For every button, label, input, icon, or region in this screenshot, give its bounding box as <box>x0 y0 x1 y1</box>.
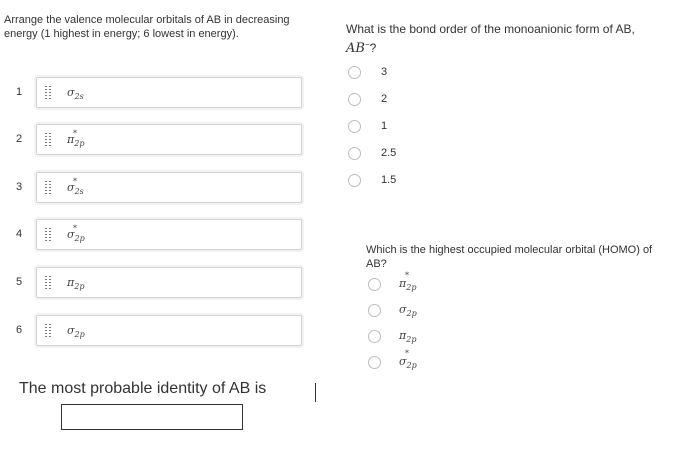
bond-order-option-label: 1 <box>381 120 388 132</box>
drag-handle-icon[interactable] <box>45 86 51 100</box>
drag-handle-icon[interactable] <box>45 276 51 290</box>
ranking-instructions: Arrange the valence molecular orbitals of AB in decreasing energy (1 highest in energy; 6 lowest in energy). <box>4 14 290 40</box>
orbital-symbol: σ <box>399 355 407 368</box>
antibonding-star: * <box>405 271 409 280</box>
homo-radio[interactable] <box>368 356 381 369</box>
rank-item[interactable] <box>36 124 302 155</box>
rank-number: 2 <box>15 133 23 145</box>
bond-order-option-label: 3 <box>381 66 388 78</box>
rank-number: 6 <box>15 324 23 336</box>
orbital-symbol: σ <box>399 303 407 316</box>
drag-handle-icon[interactable] <box>45 133 51 147</box>
orbital-symbol: π <box>399 277 407 290</box>
drag-handle-icon[interactable] <box>45 228 51 242</box>
homo-question: Which is the highest occupied molecular orbital (HOMO) of AB? <box>366 244 653 270</box>
drag-handle-icon[interactable] <box>45 324 51 338</box>
text-cursor <box>315 383 316 402</box>
orbital-subscript: 2p <box>74 330 85 340</box>
orbital-label <box>67 125 84 158</box>
antibonding-star: * <box>73 224 77 233</box>
identity-answer-input[interactable] <box>61 404 243 430</box>
bond-order-radio[interactable] <box>348 66 361 79</box>
homo-option-label <box>399 329 416 344</box>
orbital-symbol: π <box>67 276 75 289</box>
antibonding-star: * <box>405 349 409 358</box>
orbital-subscript: 2s <box>74 92 84 102</box>
orbital-symbol: π <box>399 329 407 342</box>
rank-item[interactable] <box>36 267 302 298</box>
orbital-label <box>67 173 84 206</box>
orbital-symbol: σ <box>67 228 75 241</box>
bond-order-qmark: ? <box>369 41 377 55</box>
bond-order-radio[interactable] <box>348 93 361 106</box>
drag-handle-icon[interactable] <box>45 181 51 195</box>
rank-item[interactable] <box>36 172 302 203</box>
homo-radio[interactable] <box>368 330 381 343</box>
rank-number: 3 <box>15 181 23 193</box>
bond-order-option-label: 1.5 <box>381 174 397 186</box>
homo-radio[interactable] <box>368 278 381 291</box>
orbital-subscript: 2p <box>74 139 85 149</box>
homo-option-label <box>399 349 417 371</box>
homo-radio[interactable] <box>368 304 381 317</box>
orbital-label <box>67 78 84 111</box>
orbital-symbol: σ <box>67 86 75 99</box>
orbital-symbol: π <box>67 133 75 146</box>
antibonding-star: * <box>73 129 77 138</box>
bond-order-question-text: What is the bond order of the monoanionic form of AB, <box>346 22 635 36</box>
bond-order-question <box>346 22 666 56</box>
homo-option-label <box>399 271 417 293</box>
orbital-symbol: σ <box>67 324 75 337</box>
orbital-label <box>399 303 417 318</box>
orbital-label <box>67 220 85 253</box>
orbital-label <box>67 316 85 349</box>
rank-orbital <box>67 220 85 249</box>
orbital-label <box>399 271 417 293</box>
rank-orbital <box>67 125 84 154</box>
homo-option-label <box>399 303 417 318</box>
bond-order-radio[interactable] <box>348 174 361 187</box>
orbital-subscript: 2p <box>406 335 417 345</box>
orbital-subscript: 2p <box>74 282 85 292</box>
rank-item[interactable] <box>36 77 302 108</box>
bond-order-charge: − <box>364 40 370 49</box>
orbital-subscript: 2p <box>406 283 417 293</box>
bond-order-option-label: 2 <box>381 93 388 105</box>
orbital-subscript: 2p <box>406 309 417 319</box>
rank-orbital <box>67 78 84 107</box>
rank-number: 1 <box>15 86 23 98</box>
rank-orbital <box>67 173 84 202</box>
identity-prompt: The most probable identity of AB is <box>19 380 267 397</box>
bond-order-radio[interactable] <box>348 147 361 160</box>
orbital-label <box>67 268 84 301</box>
orbital-subscript: 2p <box>406 361 417 371</box>
rank-number: 5 <box>15 276 23 288</box>
orbital-label <box>399 349 417 371</box>
orbital-label <box>399 329 416 344</box>
rank-number: 4 <box>15 228 23 240</box>
antibonding-star: * <box>73 177 77 186</box>
rank-item[interactable] <box>36 219 302 250</box>
rank-orbital <box>67 316 85 345</box>
rank-orbital <box>67 268 84 297</box>
bond-order-species: AB <box>346 41 365 56</box>
bond-order-radio[interactable] <box>348 120 361 133</box>
rank-item[interactable] <box>36 315 302 346</box>
orbital-subscript: 2s <box>74 187 84 197</box>
orbital-symbol: σ <box>67 181 75 194</box>
bond-order-option-label: 2.5 <box>381 147 397 159</box>
orbital-subscript: 2p <box>74 234 85 244</box>
